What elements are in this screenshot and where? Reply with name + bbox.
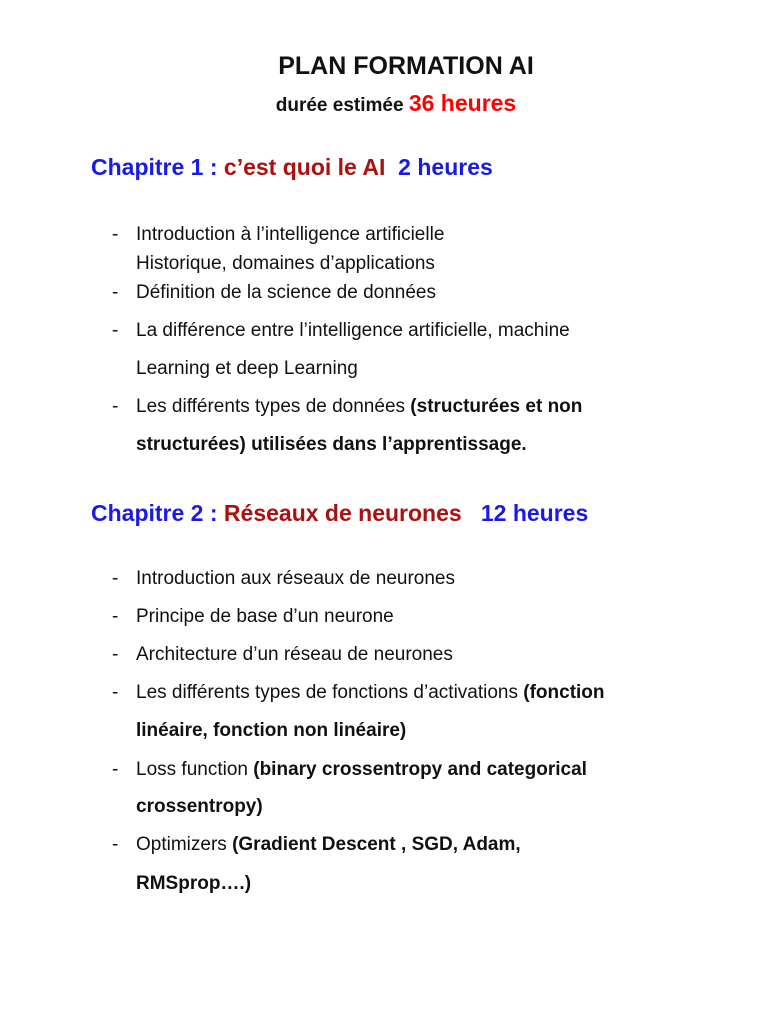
list-item-bold: (structurées et non [410,396,583,417]
list-item-bold: (fonction [523,682,605,703]
bullet-dash: - [112,759,119,780]
list-item-bold: structurées) utilisées dans l’apprentissage. [136,434,527,455]
chapter-1-name: c’est quoi le AI [223,154,386,180]
list-item-bold: linéaire, fonction non linéaire) [136,720,407,741]
list-item-text: Définition de la science de données [136,282,436,303]
chapter-1-hours: 2 heures [398,154,493,180]
list-item-text: La différence entre l’intelligence artificielle, machine [136,320,570,341]
list-item-plain: Loss function [136,759,254,780]
list-item-bold: (binary crossentropy and categorical [253,759,587,780]
bullet-dash: - [112,682,119,703]
bullet-dash: - [112,282,119,303]
bullet-dash: - [112,568,119,589]
list-item-plain: Les différents types de données [136,396,411,417]
list-item-text: Introduction aux réseaux de neurones [136,568,455,589]
list-item-text [136,674,736,712]
chapter-2-name: Réseaux de neurones [223,500,462,526]
bullet-dash: - [112,644,119,665]
subtitle-prefix: durée estimée [275,95,404,116]
list-item-text [136,751,736,789]
list-item-text [136,388,736,426]
list-item-plain: Les différents types de fonctions d’activations [136,682,524,703]
bullet-dash: - [112,396,119,417]
list-item-text: Principe de base d’un neurone [136,606,394,627]
bullet-dash: - [112,834,119,855]
list-item-text: Historique, domaines d’applications [136,253,435,274]
subtitle-duration: 36 heures [408,90,517,116]
bullet-dash: - [112,224,119,245]
chapter-1-label: Chapitre 1 : [91,154,218,180]
chapter-2-heading [91,500,588,527]
list-item-text: Learning et deep Learning [136,358,358,379]
document-subtitle [0,90,768,117]
bullet-dash: - [112,606,119,627]
list-item-text: Introduction à l’intelligence artificielle [136,224,445,245]
list-item-plain: Optimizers [136,834,233,855]
list-item-bold: crossentropy) [136,796,263,817]
bullet-dash: - [112,320,119,341]
document-title: PLAN FORMATION AI [278,52,534,80]
list-item-text [136,826,736,864]
chapter-1-heading [91,154,493,181]
list-item-text: Architecture d’un réseau de neurones [136,644,453,665]
list-item-bold: RMSprop….) [136,873,252,894]
chapter-2-hours: 12 heures [480,500,589,526]
chapter-2-label: Chapitre 2 : [91,500,218,526]
list-item-bold: (Gradient Descent , SGD, Adam, [232,834,521,855]
